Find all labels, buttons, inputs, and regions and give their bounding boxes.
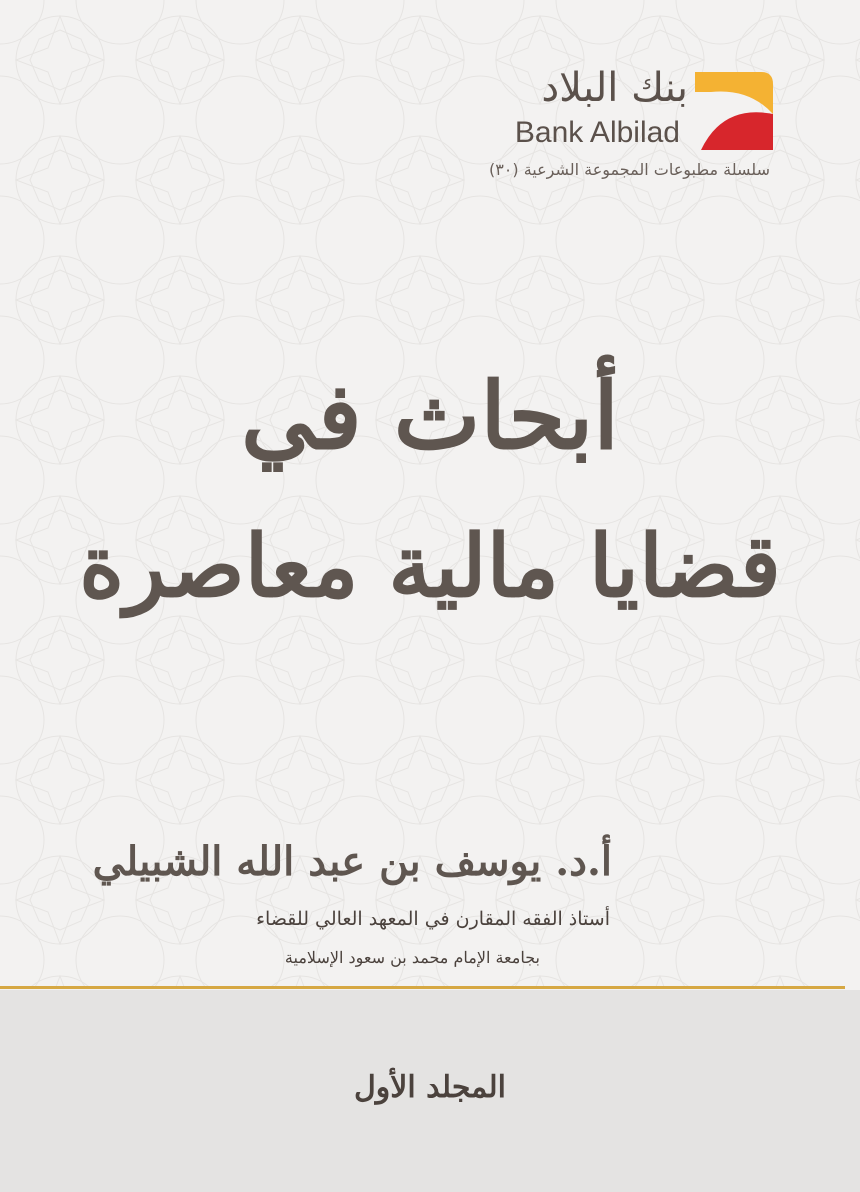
book-title-line1: أبحاث في xyxy=(241,362,619,470)
author-affiliation-line2: بجامعة الإمام محمد بن سعود الإسلامية xyxy=(284,948,540,967)
gold-divider xyxy=(0,986,845,989)
bank-albilad-logo-mark xyxy=(693,70,775,150)
bank-logo xyxy=(488,62,780,192)
bank-name-arabic: بنك البلاد xyxy=(541,65,688,111)
series-label: سلسلة مطبوعات المجموعة الشرعية (٣٠) xyxy=(488,160,770,179)
volume-label: المجلد الأول xyxy=(353,1070,507,1105)
book-title-line2: قضايا مالية معاصرة xyxy=(79,516,781,617)
bank-name-english: Bank Albilad xyxy=(514,116,680,149)
author-name: أ.د. يوسف بن عبد الله الشبيلي xyxy=(92,838,612,885)
author-affiliation-line1: أستاذ الفقه المقارن في المعهد العالي للقضاء xyxy=(256,908,610,930)
